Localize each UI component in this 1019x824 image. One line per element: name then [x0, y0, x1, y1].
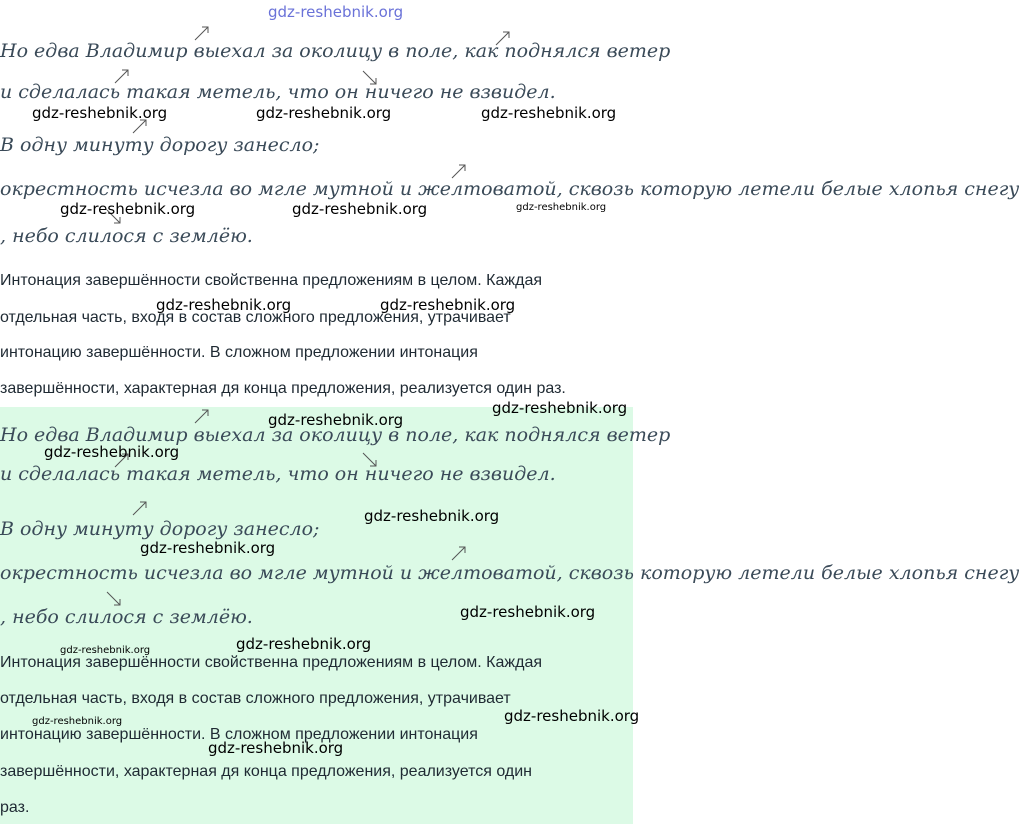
sentence-line-2: и сделалась такая метель, что он ничего не взвидел.: [0, 463, 556, 485]
watermark: gdz-reshebnik.org: [60, 645, 151, 656]
arrow-up-right-icon: [194, 408, 216, 430]
watermark: gdz-reshebnik.org: [60, 200, 196, 218]
arrow-up-right-icon: [495, 30, 517, 52]
sentence-line-4: окрестность исчезла во мгле мутной и желтоватой, сквозь которую летели белые хлопья снегу: [0, 562, 1019, 584]
sentence-line-1: Но едва Владимир выехал за околицу в поле, как поднялся ветер: [0, 424, 671, 446]
watermark: gdz-reshebnik.org: [156, 296, 292, 314]
arrow-up-right-icon: [451, 163, 473, 185]
watermark: gdz-reshebnik.org: [268, 411, 404, 429]
sentence-line-1: Но едва Владимир выехал за околицу в поле, как поднялся ветер: [0, 40, 671, 62]
sentence-line-4: окрестность исчезла во мгле мутной и желтоватой, сквозь которую летели белые хлопья снегу: [0, 178, 1019, 200]
watermark: gdz-reshebnik.org: [140, 539, 276, 557]
arrow-up-right-icon: [194, 25, 216, 47]
explanation-line-3: интонацию завершённости. В сложном предложении интонация: [0, 726, 478, 743]
arrow-up-right-icon: [132, 500, 154, 522]
explanation-line-1: Интонация завершённости свойственна предложениям в целом. Каждая: [0, 272, 542, 289]
watermark: gdz-reshebnik.org: [504, 707, 640, 725]
watermark: gdz-reshebnik.org: [32, 104, 168, 122]
watermark: gdz-reshebnik.org: [481, 104, 617, 122]
sentence-line-2: и сделалась такая метель, что он ничего не взвидел.: [0, 81, 556, 103]
watermark: gdz-reshebnik.org: [256, 104, 392, 122]
arrow-down-right-icon: [106, 591, 128, 613]
explanation-line-1: Интонация завершённости свойственна предложениям в целом. Каждая: [0, 654, 542, 671]
watermark: gdz-reshebnik.org: [236, 635, 372, 653]
watermark: gdz-reshebnik.org: [380, 296, 516, 314]
sentence-line-5: , небо слилося с землёю.: [0, 606, 253, 628]
watermark: gdz-reshebnik.org: [208, 739, 344, 757]
sentence-line-3: В одну минуту дорогу занесло;: [0, 518, 320, 540]
explanation-line-4: завершённости, характерная дя конца предложения, реализуется один: [0, 763, 532, 780]
watermark: gdz-reshebnik.org: [364, 507, 500, 525]
explanation-line-4: завершённости, характерная дя конца предложения, реализуется один раз.: [0, 380, 566, 397]
explanation-line-2: отдельная часть, входя в состав сложного предложения, утрачивает: [0, 690, 511, 707]
sentence-line-5: , небо слилося с землёю.: [0, 225, 253, 247]
explanation-line-2: отдельная часть, входя в состав сложного предложения, утрачивает: [0, 309, 511, 326]
watermark: gdz-reshebnik.org: [492, 399, 628, 417]
watermark: gdz-reshebnik.org: [44, 443, 180, 461]
arrow-up-right-icon: [451, 545, 473, 567]
watermark: gdz-reshebnik.org: [516, 202, 607, 213]
explanation-line-5: раз.: [0, 799, 30, 816]
arrow-down-right-icon: [362, 70, 384, 92]
explanation-line-3: интонацию завершённости. В сложном предложении интонация: [0, 344, 478, 361]
arrow-down-right-icon: [362, 452, 384, 474]
arrow-up-right-icon: [114, 68, 136, 90]
watermark: gdz-reshebnik.org: [460, 603, 596, 621]
watermark-top: gdz-reshebnik.org: [268, 3, 404, 21]
sentence-line-3: В одну минуту дорогу занесло;: [0, 134, 320, 156]
watermark: gdz-reshebnik.org: [32, 716, 123, 727]
watermark: gdz-reshebnik.org: [292, 200, 428, 218]
